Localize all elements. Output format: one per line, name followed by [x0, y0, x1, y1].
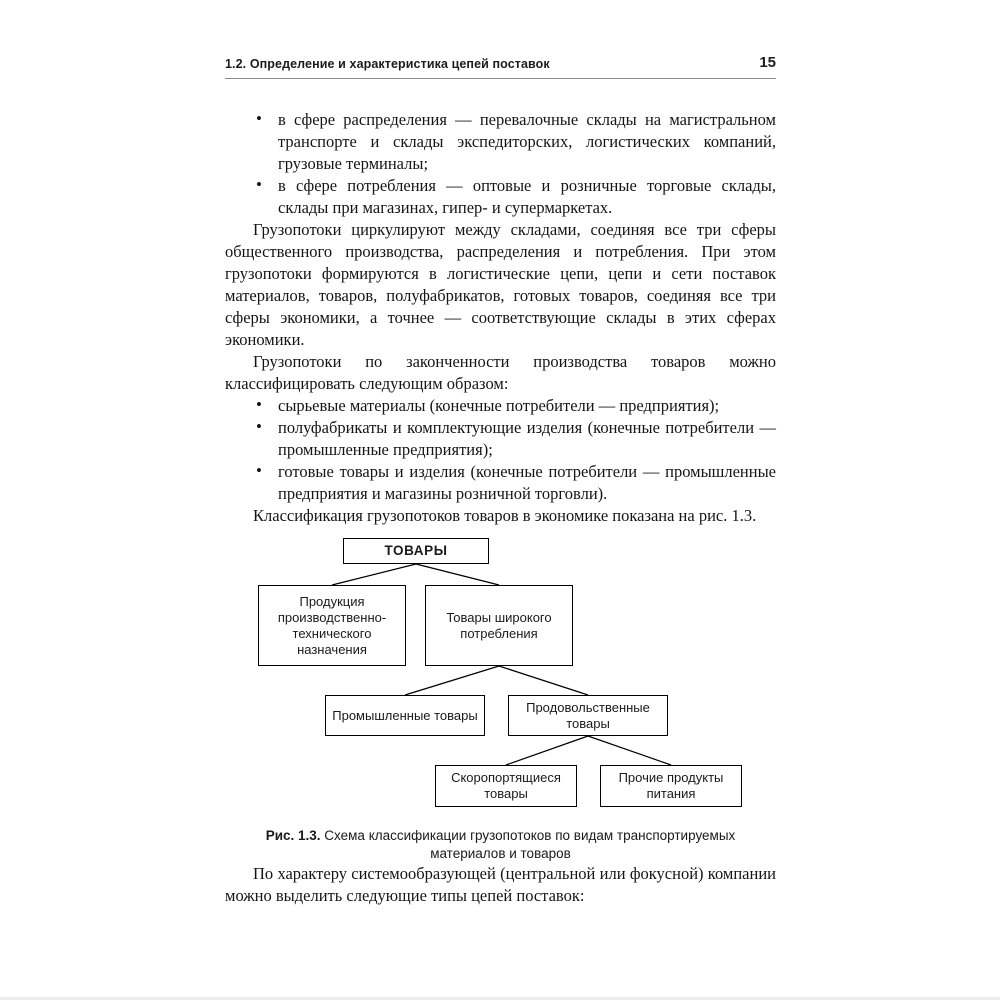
- list-item: • в сфере распределения — перевалочные склады на магистральном транспорте и склады экспедиторских, логистических компаний, грузовые терминалы;: [225, 109, 776, 175]
- paragraph-figure-reference: Классификация грузопотоков товаров в экономике показана на рис. 1.3.: [253, 506, 757, 525]
- paragraph-closing: По характеру системообразующей (центральной или фокусной) компании можно выделить следующие типы цепей поставок:: [225, 864, 776, 905]
- paragraph-cargo-flows: Грузопотоки циркулируют между складами, соединяя все три сферы общественного производства, распределения и потребления. При этом грузопотоки формируются в логистические цепи, цепи и сети поставок материалов, товаров, полуфабрикатов, готовых товаров, соединяя все три сферы экономики, а точнее — соответствующие склады в этих сферах экономики.: [225, 220, 776, 349]
- page-content: [225, 54, 776, 907]
- figure-node-goods: ТОВАРЫ: [343, 538, 489, 564]
- figure-node-other-food-products: Прочие продукты питания: [600, 765, 742, 807]
- figure-node-perishable-goods: Скоропортящиеся товары: [435, 765, 577, 807]
- list-item: • готовые товары и изделия (конечные потребители — промышленные предприятия и магазины розничной торговли).: [225, 461, 776, 505]
- paragraph-classification-intro: Грузопотоки по законченности производства товаров можно классифицировать следующим образом:: [225, 352, 776, 393]
- bullet-list-classification: [225, 395, 776, 505]
- figure-caption: [225, 827, 776, 863]
- figure-caption-text: Схема классификации грузопотоков по видам транспортируемых материалов и товаров: [324, 828, 736, 861]
- list-item: • полуфабрикаты и комплектующие изделия (конечные потребители — промышленные предприятия);: [225, 417, 776, 461]
- body-text: [225, 109, 776, 907]
- section-title: 1.2. Определение и характеристика цепей поставок: [225, 57, 550, 71]
- running-head: [225, 54, 776, 79]
- figure-node-consumer-goods: Товары широкого потребления: [425, 585, 573, 666]
- figure-caption-label: Рис. 1.3.: [265, 828, 321, 843]
- page-number: 15: [759, 54, 776, 71]
- figure-node-manufactured-goods: Промышленные товары: [325, 695, 485, 736]
- figure-node-industrial-products: Продукция производственно-технического назначения: [258, 585, 406, 666]
- figure-node-food-goods: Продовольственные товары: [508, 695, 668, 736]
- figure-1-3-diagram: [225, 535, 776, 813]
- list-item: • в сфере потребления — оптовые и розничные торговые склады, склады при магазинах, гипер- и супермаркетах.: [225, 175, 776, 219]
- list-item: • сырьевые материалы (конечные потребители — предприятия);: [225, 395, 776, 417]
- bullet-list-spheres: [225, 109, 776, 219]
